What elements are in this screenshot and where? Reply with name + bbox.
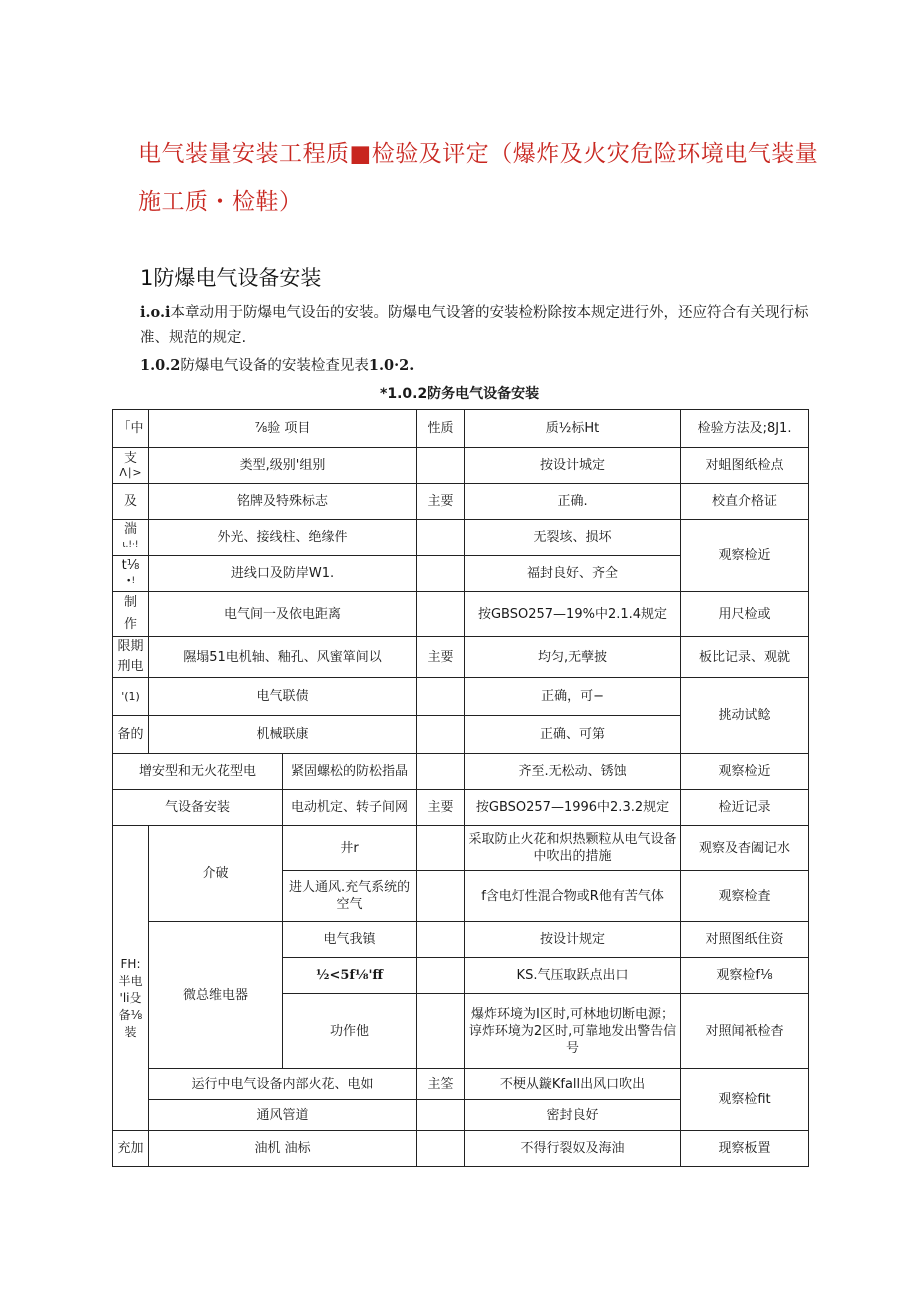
item-cell: 电气联债: [149, 678, 417, 716]
sub-group-cell: 介破: [149, 826, 283, 922]
item-cell: 功作他: [283, 994, 417, 1069]
table-row: [113, 448, 809, 484]
nature-cell: [417, 592, 465, 637]
method-cell: 对蛆图纸检点: [681, 448, 809, 484]
nature-cell: [417, 922, 465, 958]
method-cell: 校直介格证: [681, 484, 809, 520]
method-cell: 检近记录: [681, 790, 809, 826]
standard-cell: 正确、可第: [465, 716, 681, 754]
item-cell: ½<5f⅛'ff: [283, 958, 417, 994]
item-cell: 运行中电气设备内部火花、电如: [149, 1069, 417, 1100]
header-cell: ⅞验 项目: [149, 410, 417, 448]
side-cell: 及: [113, 484, 149, 520]
standard-cell: 齐至.无松动、锈蚀: [465, 754, 681, 790]
standard-cell: 按设计规定: [465, 922, 681, 958]
nature-cell: [417, 556, 465, 592]
standard-cell: 爆炸环境为I区时,可林地切断电源；谆炸环境为2区时,可靠地发出警告信号: [465, 994, 681, 1069]
item-cell: 类型,级别'组别: [149, 448, 417, 484]
method-cell: 观察检近: [681, 754, 809, 790]
nature-cell: [417, 871, 465, 922]
clause-text: 本章动用于防爆电气设缶的安装。防爆电气设箸的安装检粉除按本规定进行外，还应符合有关现行标准、规范的规定.: [140, 305, 809, 346]
sub-group-cell: 微总维电器: [149, 922, 283, 1069]
standard-cell: 无裂垓、损坏: [465, 520, 681, 556]
side-cell: 备的: [113, 716, 149, 754]
standard-cell: 采取防止火花和炽热颗粒从电气设备中吹出的措施: [465, 826, 681, 871]
item-cell: 外光、接线柱、绝缘件: [149, 520, 417, 556]
nature-cell: [417, 716, 465, 754]
method-cell: 观察及杳阖记水: [681, 826, 809, 871]
item-cell: 紧固螺松的防松指晶: [283, 754, 417, 790]
nature-cell: [417, 958, 465, 994]
nature-cell: [417, 520, 465, 556]
table-row: [113, 922, 809, 958]
standard-cell: 均匀,无孽披: [465, 637, 681, 678]
header-cell: 「中: [113, 410, 149, 448]
item-cell: 隰塌51电机轴、釉孔、风蜜箪间以: [149, 637, 417, 678]
standard-cell: 不得行裂奴及海油: [465, 1131, 681, 1167]
table-row: [113, 520, 809, 556]
nature-cell: [417, 994, 465, 1069]
item-cell: 进线口及防岸W1.: [149, 556, 417, 592]
method-cell: 现察板置: [681, 1131, 809, 1167]
side-cell: t⅛ ∙!: [113, 556, 149, 592]
side-cell: '(1): [113, 678, 149, 716]
table-row: [113, 637, 809, 678]
item-cell: 油机 油标: [149, 1131, 417, 1167]
item-cell: 通风管道: [149, 1100, 417, 1131]
method-cell: 对照闻衹检杳: [681, 994, 809, 1069]
side-cell: 限期 刑电: [113, 637, 149, 678]
paragraph-1-0-1: [140, 300, 820, 351]
item-cell: 电气我镇: [283, 922, 417, 958]
table-caption: *1.0.2防务电气设备安装: [380, 386, 540, 402]
paragraph-1-0-2: [140, 354, 414, 375]
table-row: [113, 826, 809, 871]
standard-cell: 按GBSO257—1996中2.3.2规定: [465, 790, 681, 826]
standard-cell: 不梗从鏇Kfall出风口吹出: [465, 1069, 681, 1100]
method-cell: 观察检近: [681, 520, 809, 592]
item-cell: 电气间一及依电距离: [149, 592, 417, 637]
document-title: 电气装量安装工程质■检验及评定（爆炸及火灾危险环境电气装量施工质・检鞋）: [138, 141, 819, 215]
side-cell: FH: 半电 'li殳 备⅛ 装: [113, 826, 149, 1131]
header-cell: 性质: [417, 410, 465, 448]
standard-cell: 按GBSO257—19%中2.1.4规定: [465, 592, 681, 637]
table-row: [113, 790, 809, 826]
item-cell: 电动机定、转子间网: [283, 790, 417, 826]
side-cell: 支 Λ∣>: [113, 448, 149, 484]
method-cell: 板比记录、观就: [681, 637, 809, 678]
clause-text: 防爆电气设备的安装检査见表: [180, 358, 369, 374]
nature-cell: 主要: [417, 790, 465, 826]
item-cell: 铭牌及特殊标志: [149, 484, 417, 520]
nature-cell: [417, 1100, 465, 1131]
nature-cell: 主要: [417, 484, 465, 520]
side-cell: 充加: [113, 1131, 149, 1167]
item-cell: 井r: [283, 826, 417, 871]
table-header-row: [113, 410, 809, 448]
table-row: [113, 1069, 809, 1100]
standard-cell: 正确.: [465, 484, 681, 520]
header-cell: 质½标Ht: [465, 410, 681, 448]
nature-cell: [417, 448, 465, 484]
method-cell: 观察检f⅛: [681, 958, 809, 994]
table-row: [113, 592, 809, 637]
section-heading: 1防爆电气设备安装: [140, 266, 322, 290]
group-label-cell: 气设备安装: [113, 790, 283, 826]
header-cell: 检验方法及;8J1.: [681, 410, 809, 448]
nature-cell: [417, 678, 465, 716]
side-cell: 制 作: [113, 592, 149, 637]
item-cell: 进人通风.充气系统的空气: [283, 871, 417, 922]
method-cell: 挑动试鲶: [681, 678, 809, 754]
standard-cell: 密封良好: [465, 1100, 681, 1131]
table-reference: 1.0·2.: [368, 357, 415, 374]
method-cell: 观察检fit: [681, 1069, 809, 1131]
standard-cell: 正确，可−: [465, 678, 681, 716]
table-row: [113, 1131, 809, 1167]
method-cell: 对照图纸住资: [681, 922, 809, 958]
method-cell: 用尺检或: [681, 592, 809, 637]
standard-cell: 福封良好、齐全: [465, 556, 681, 592]
table-row: [113, 754, 809, 790]
table-row: [113, 678, 809, 716]
group-label-cell: 增安型和无火花型电: [113, 754, 283, 790]
item-cell: 机械联康: [149, 716, 417, 754]
standard-cell: f含电灯性混合物或R他有苦气体: [465, 871, 681, 922]
clause-number: i.o.i: [140, 304, 171, 321]
table-row: [113, 484, 809, 520]
standard-cell: KS.气压取跃点出口: [465, 958, 681, 994]
standard-cell: 按设计城定: [465, 448, 681, 484]
nature-cell: [417, 1131, 465, 1167]
nature-cell: 主筌: [417, 1069, 465, 1100]
method-cell: 观察检査: [681, 871, 809, 922]
clause-number: 1.0.2: [140, 357, 181, 374]
nature-cell: [417, 754, 465, 790]
nature-cell: [417, 826, 465, 871]
inspection-table: [112, 409, 809, 1167]
nature-cell: 主要: [417, 637, 465, 678]
side-cell: 湍 ι.!·!: [113, 520, 149, 556]
